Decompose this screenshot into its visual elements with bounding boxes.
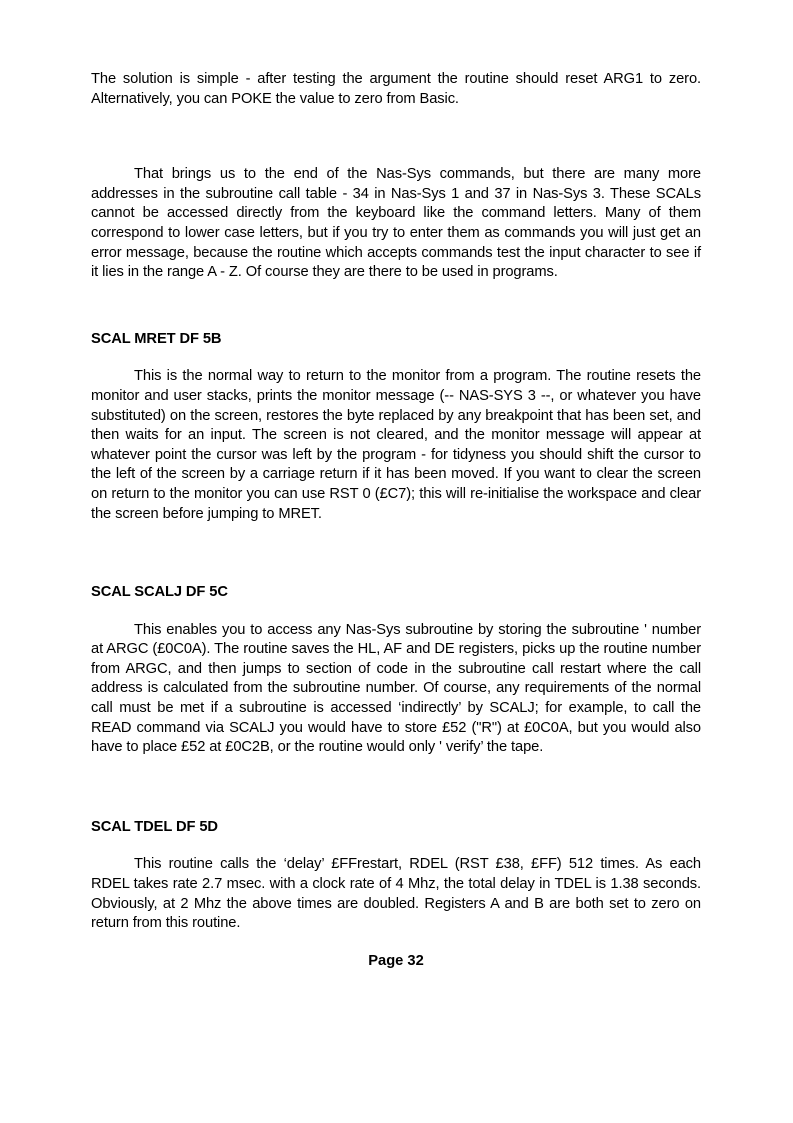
page-number-footer: Page 32	[368, 952, 424, 969]
spacer	[91, 283, 701, 330]
spacer	[91, 603, 701, 621]
page-content	[91, 70, 701, 971]
paragraph-scals-overview: That brings us to the end of the Nas-Sys commands, but there are many more addresses in the subroutine call table - 34 in Nas-Sys 1 and 37 in Nas-Sys 3. These SCALs cannot be accessed directly from the keyboard like the command letters. Many of them correspond to lower case letters, but if you try to enter them as commands you will just get an error message, because the routine which accepts commands test the input character to see if it lies in the range A - Z. Of course they are there to be used in programs.	[91, 166, 701, 281]
spacer	[91, 837, 701, 855]
spacer	[91, 109, 701, 165]
spacer	[91, 934, 701, 952]
spacer	[91, 758, 701, 818]
spacer	[91, 349, 701, 367]
heading-scal-mret: SCAL MRET DF 5B	[91, 330, 222, 347]
paragraph-mret-body: This is the normal way to return to the monitor from a program. The routine resets the monitor and user stacks, prints the monitor message (-- NAS-SYS 3 --, or whatever you have substituted) on the screen, restores the byte replaced by any breakpoint that has been set, and then waits for an input. The screen is not cleared, and the monitor message will appear at whatever point the cursor was left by the program - for tidyness you should shift the cursor to the left of the screen by a carriage return if it has been moved. If you want to clear the screen on return to the monitor you can use RST 0 (£C7); this will re-initialise the workspace and clear the screen before jumping to MRET.	[91, 368, 701, 522]
paragraph-scalj-body: This enables you to access any Nas-Sys subroutine by storing the subroutine ' number at ARGC (£0C0A). The routine saves the HL, AF and DE registers, picks up the routine number from ARGC, and then jumps to section of code in the subroutine call restart where the call address is calculated from the subroutine number. Of course, any requirements of the normal call must be met if a subroutine is accessed ‘indirectly’ by SCALJ; for example, to call the READ command via SCALJ you would have to store £52 ("R") at £0C0A, but you would also have to place £52 at £0C2B, or the routine would only ' verify’ the tape.	[91, 621, 701, 756]
heading-scal-tdel: SCAL TDEL DF 5D	[91, 818, 218, 835]
paragraph-tdel-body: This routine calls the ‘delay’ £FFrestart, RDEL (RST £38, £FF) 512 times. As each RDEL takes rate 2.7 msec. with a clock rate of 4 Mhz, the total delay in TDEL is 1.38 seconds. Obviously, at 2 Mhz the above times are doubled. Registers A and B are both set to zero on return from this routine.	[91, 856, 701, 932]
paragraph-intro: The solution is simple - after testing the argument the routine should reset ARG1 to zero. Alternatively, you can POKE the value to zero from Basic.	[91, 71, 701, 107]
spacer	[91, 524, 701, 583]
heading-scal-scalj: SCAL SCALJ DF 5C	[91, 584, 228, 601]
